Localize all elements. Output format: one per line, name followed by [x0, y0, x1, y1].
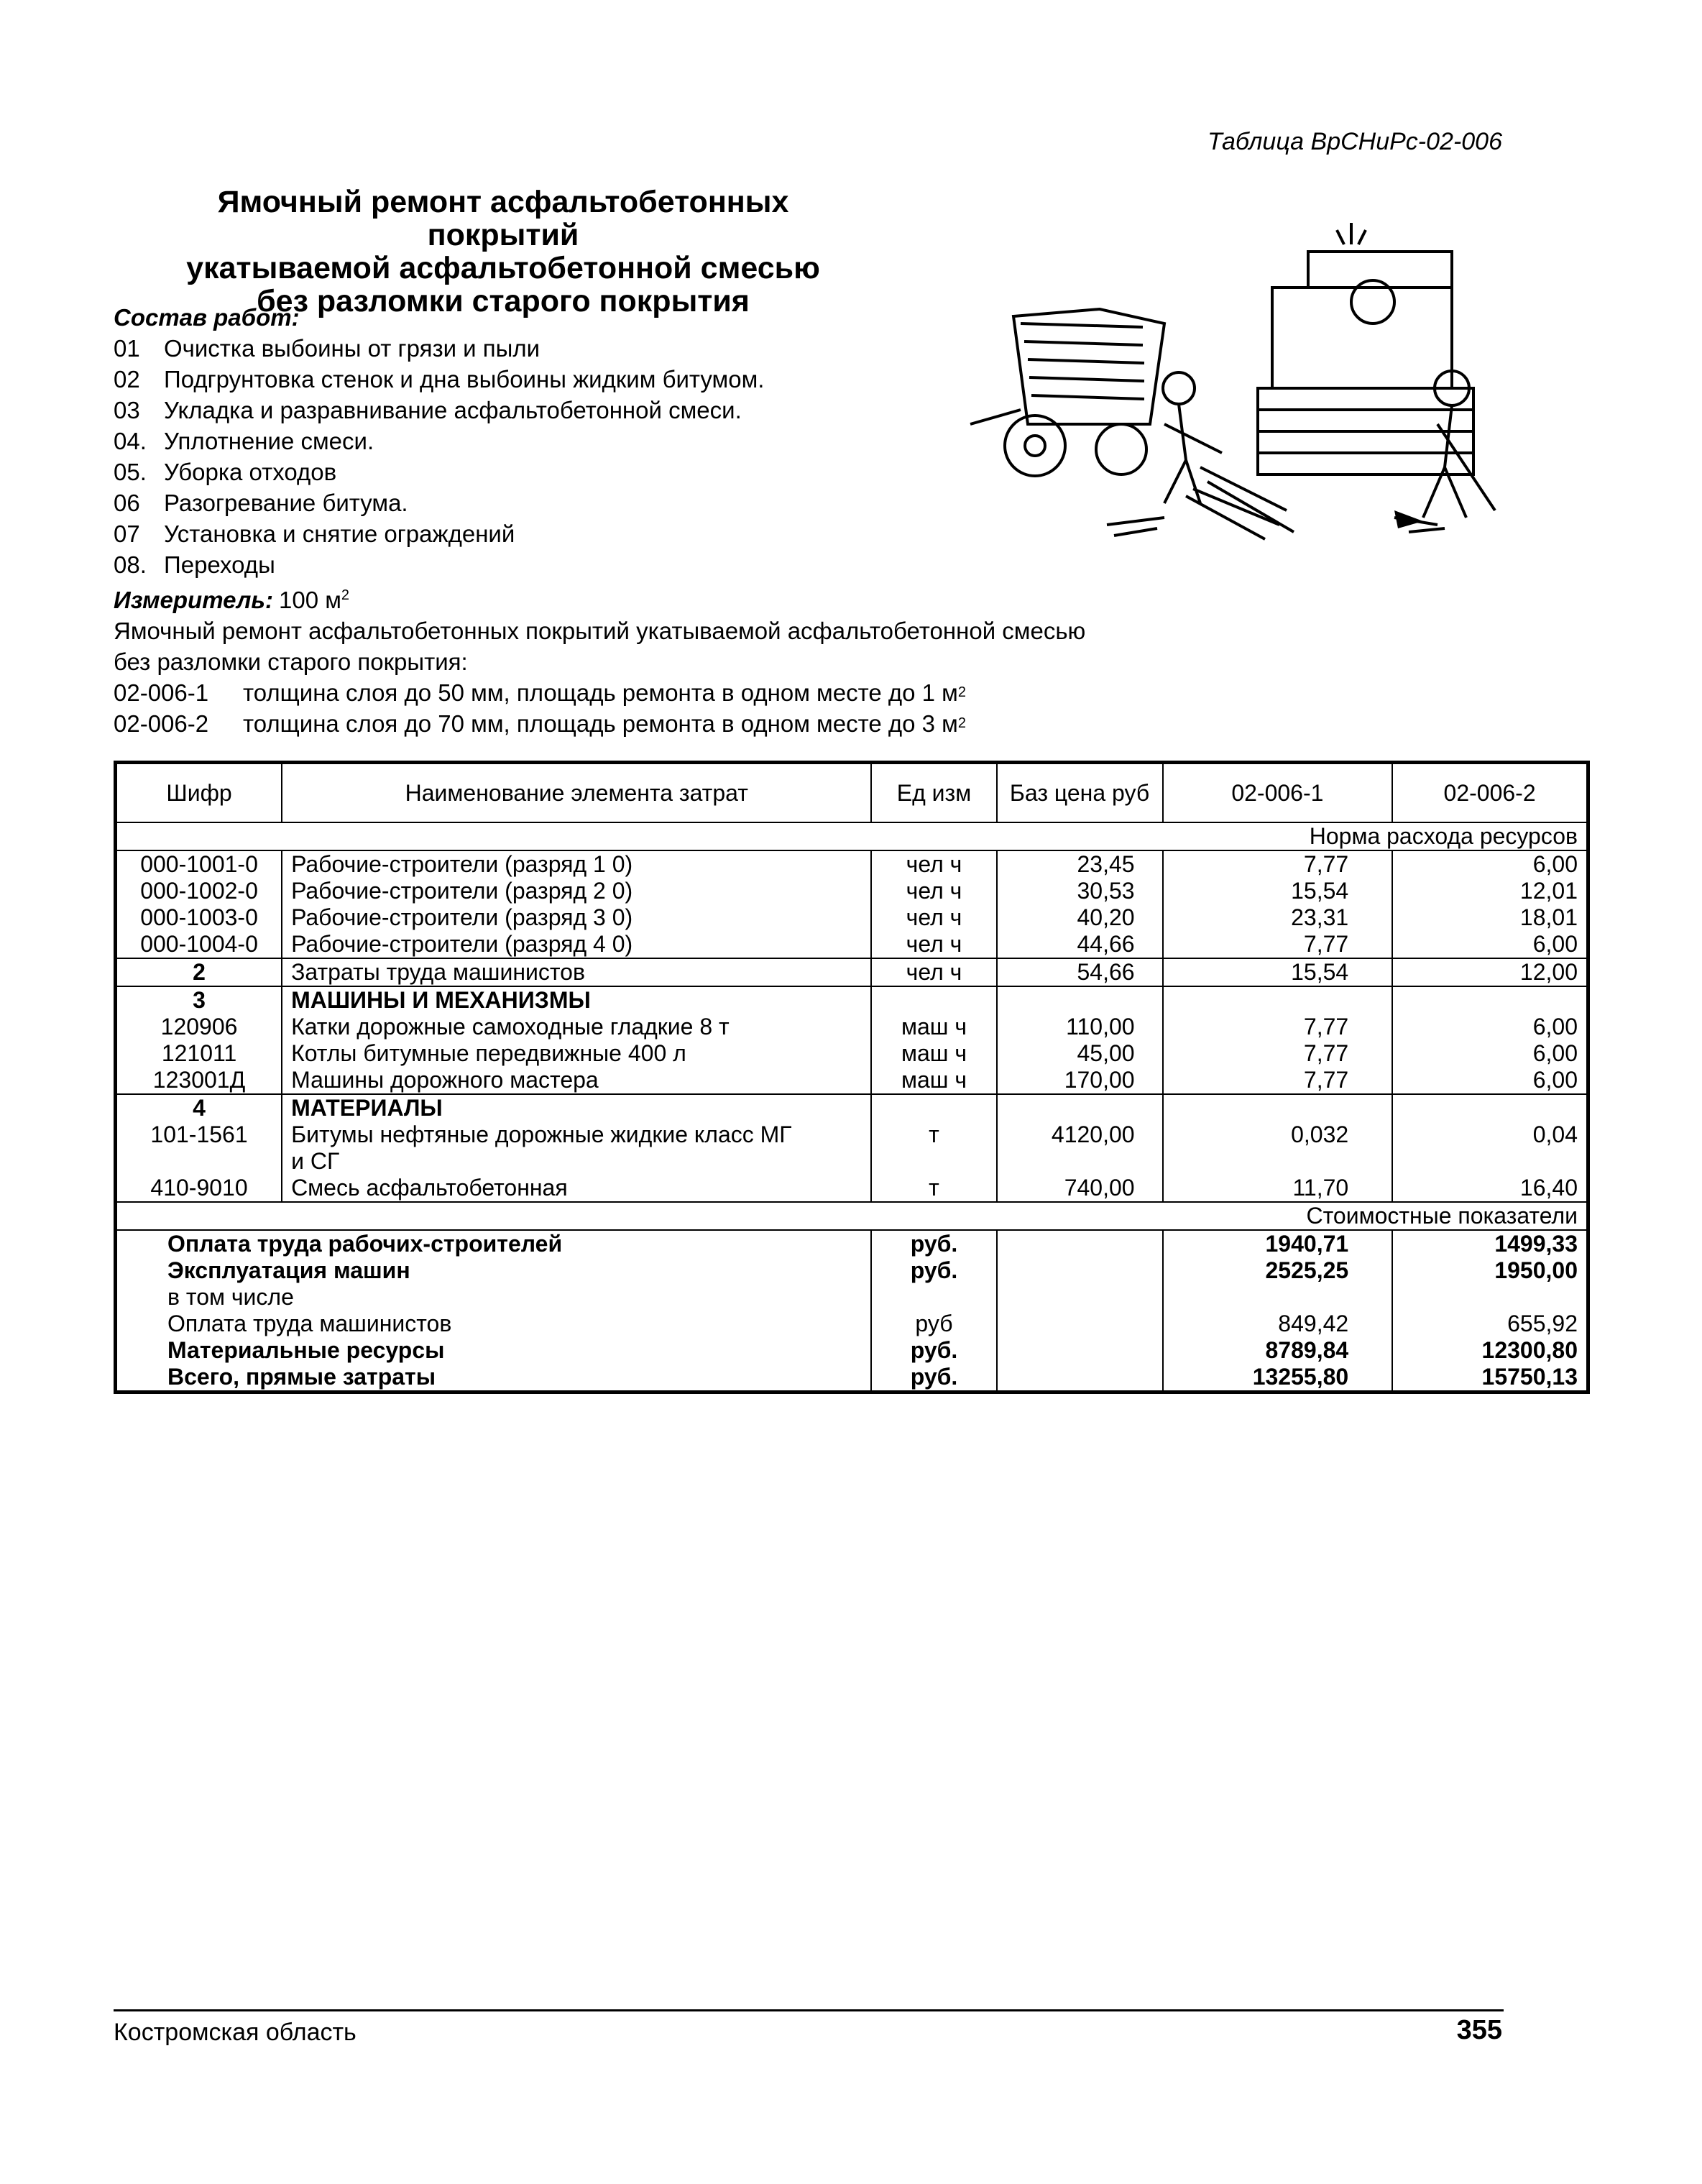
item-number: 02 — [114, 366, 140, 393]
table-row — [116, 958, 1588, 986]
name-line: Битумы нефтяные дорожные жидкие класс МГ — [291, 1121, 792, 1147]
cell-variant-1: 7,77 — [1163, 931, 1393, 958]
list-item — [114, 518, 1120, 549]
cell-unit: чел ч — [871, 904, 996, 931]
summary-row — [116, 1284, 1588, 1311]
footer-divider — [114, 2009, 1504, 2011]
summary-variant-1: 13255,80 — [1163, 1364, 1393, 1392]
work-description — [114, 302, 1120, 739]
item-text: Очистка выбоины от грязи и пыли — [164, 335, 540, 362]
item-number: 01 — [114, 335, 140, 362]
summary-unit: руб — [871, 1311, 996, 1337]
summary-variant-2: 12300,80 — [1481, 1337, 1578, 1363]
cell-code: 4 — [116, 1094, 282, 1121]
list-item — [114, 549, 1120, 580]
variant-line — [114, 708, 1120, 739]
cell-unit: маш ч — [871, 1014, 996, 1040]
list-item — [114, 426, 1120, 456]
cell-variant-1: 7,77 — [1163, 1067, 1393, 1094]
item-text: Уборка отходов — [164, 459, 337, 485]
item-text: Подгрунтовка стенок и дна выбоины жидким битумом. — [164, 366, 765, 393]
list-item — [114, 395, 1120, 426]
cell-code: 000-1002-0 — [116, 878, 282, 904]
cell-variant-1: 23,31 — [1163, 904, 1393, 931]
summary-name: Оплата труда рабочих-строителей — [116, 1230, 872, 1257]
cell-variant-1: 0,032 — [1163, 1121, 1393, 1175]
variant-text: толщина слоя до 70 мм, площадь ремонта в одном месте до 3 м — [243, 710, 958, 737]
summary-variant-2: 655,92 — [1507, 1311, 1578, 1336]
table-identifier: Таблица ВрСНиРс-02-006 — [1207, 128, 1502, 155]
item-text: Переходы — [164, 551, 275, 578]
list-item — [114, 487, 1120, 518]
footer-region: Костромская область — [114, 2019, 356, 2046]
cell-price: 170,00 — [997, 1067, 1163, 1094]
item-text: Разогревание битума. — [164, 490, 408, 516]
cell-variant-2: 6,00 — [1532, 1040, 1578, 1066]
cell-name: Катки дорожные самоходные гладкие 8 т — [282, 1014, 871, 1040]
summary-row — [116, 1311, 1588, 1337]
cell-price: 44,66 — [997, 931, 1163, 958]
summary-name: Материальные ресурсы — [116, 1337, 872, 1364]
meter-sup: 2 — [341, 587, 350, 603]
cell-name: Рабочие-строители (разряд 2 0) — [282, 878, 871, 904]
summary-unit: руб. — [871, 1230, 996, 1257]
section-caption-row — [116, 822, 1588, 850]
item-text: Укладка и разравнивание асфальтобетонной смеси. — [164, 397, 742, 423]
cell-variant-2: 12,00 — [1392, 958, 1588, 986]
summary-unit: руб. — [871, 1337, 996, 1364]
cell-code: 000-1003-0 — [116, 904, 282, 931]
table-row — [116, 878, 1588, 904]
cell-unit: т — [871, 1175, 996, 1202]
cell-price: 40,20 — [997, 904, 1163, 931]
variant-sup: 2 — [957, 715, 966, 731]
cell-code: 101-1561 — [116, 1121, 282, 1175]
meter-line — [114, 580, 1120, 615]
summary-row — [116, 1337, 1588, 1364]
item-text: Уплотнение смеси. — [164, 428, 374, 454]
summary-name: Эксплуатация машин — [116, 1257, 872, 1284]
cell-variant-2: 0,04 — [1532, 1121, 1578, 1147]
cell-price: 30,53 — [997, 878, 1163, 904]
cell-variant-1: 7,77 — [1163, 1040, 1393, 1067]
summary-variant-1: 849,42 — [1163, 1311, 1393, 1337]
section-caption: Норма расхода ресурсов — [1163, 822, 1588, 850]
table-row — [116, 1094, 1588, 1121]
list-item — [114, 456, 1120, 487]
title-line: укатываемой асфальтобетонной смесью — [186, 251, 820, 285]
cell-variant-2: 6,00 — [1392, 931, 1588, 958]
cell-unit: чел ч — [871, 958, 996, 986]
cell-variant-1: 15,54 — [1163, 878, 1393, 904]
summary-variant-2: 15750,13 — [1481, 1364, 1578, 1390]
header-variant-1: 02-006-1 — [1163, 763, 1393, 823]
cell-name: Рабочие-строители (разряд 3 0) — [282, 904, 871, 931]
header-name: Наименование элемента затрат — [282, 763, 871, 823]
cell-unit: маш ч — [871, 1067, 996, 1094]
cell-variant-1: 11,70 — [1163, 1175, 1393, 1202]
variant-sup: 2 — [957, 684, 966, 700]
cell-name: Машины дорожного мастера — [282, 1067, 871, 1094]
summary-name: Оплата труда машинистов — [116, 1311, 872, 1337]
cell-price: 54,66 — [997, 958, 1163, 986]
item-number: 06 — [114, 490, 140, 516]
header-code: Шифр — [116, 763, 282, 823]
works-label: Состав работ: — [114, 304, 300, 331]
cell-code: 123001Д — [116, 1067, 282, 1094]
summary-name: в том числе — [116, 1284, 872, 1311]
table-header-row — [116, 763, 1588, 823]
summary-row — [116, 1257, 1588, 1284]
title-line: без разломки старого покрытия — [257, 284, 750, 318]
cell-price: 4120,00 — [997, 1121, 1163, 1175]
cell-price: 45,00 — [997, 1040, 1163, 1067]
summary-unit: руб. — [871, 1364, 996, 1392]
table-row — [116, 1067, 1588, 1094]
summary-unit: руб. — [871, 1257, 996, 1284]
header-price: Баз цена руб — [997, 763, 1163, 823]
meter-label: Измеритель: — [114, 587, 273, 613]
cell-name — [282, 1121, 871, 1175]
cell-unit: т — [871, 1121, 996, 1175]
cell-unit: чел ч — [871, 878, 996, 904]
list-item — [114, 364, 1120, 395]
cell-code: 000-1004-0 — [116, 931, 282, 958]
header-variant-2: 02-006-2 — [1392, 763, 1588, 823]
cell-variant-1: 7,77 — [1163, 850, 1393, 878]
summary-variant-2 — [1392, 1284, 1588, 1311]
item-text: Установка и снятие ограждений — [164, 520, 515, 547]
cell-variant-2: 18,01 — [1519, 904, 1578, 930]
cell-unit: чел ч — [871, 850, 996, 878]
cell-variant-1: 7,77 — [1163, 1014, 1393, 1040]
cell-variant-2: 12,01 — [1519, 878, 1578, 904]
cell-variant-2: 6,00 — [1392, 1067, 1588, 1094]
summary-variant-1: 8789,84 — [1163, 1337, 1393, 1364]
cell-name: Рабочие-строители (разряд 4 0) — [282, 931, 871, 958]
summary-variant-1: 2525,25 — [1163, 1257, 1393, 1284]
name-line: и СГ — [291, 1148, 340, 1174]
summary-variant-2: 1499,33 — [1494, 1231, 1578, 1257]
table-row — [116, 1014, 1588, 1040]
title-line: Ямочный ремонт асфальтобетонных покрытий — [217, 185, 789, 252]
summary-unit — [871, 1284, 996, 1311]
summary-variant-1: 1940,71 — [1163, 1230, 1393, 1257]
cell-unit: чел ч — [871, 931, 996, 958]
table-row — [116, 904, 1588, 931]
variant-code: 02-006-1 — [114, 679, 209, 706]
summary-row — [116, 1230, 1588, 1257]
cell-price: 740,00 — [997, 1175, 1163, 1202]
table-row — [116, 1175, 1588, 1202]
cell-unit: маш ч — [871, 1040, 996, 1067]
header-unit: Ед изм — [871, 763, 996, 823]
summary-variant-1 — [1163, 1284, 1393, 1311]
cell-code: 410-9010 — [116, 1175, 282, 1202]
item-number: 07 — [114, 520, 140, 547]
works-list — [114, 333, 1120, 580]
summary-row — [116, 1364, 1588, 1392]
section-caption-row — [116, 1202, 1588, 1230]
table-row — [116, 931, 1588, 958]
cell-name: Котлы битумные передвижные 400 л — [282, 1040, 871, 1067]
item-number: 04. — [114, 428, 147, 454]
item-number: 08. — [114, 551, 147, 578]
cell-name: Смесь асфальтобетонная — [282, 1175, 871, 1202]
section-caption: Стоимостные показатели — [1163, 1202, 1588, 1230]
group-title: МАШИНЫ И МЕХАНИЗМЫ — [282, 986, 871, 1014]
cell-name: Рабочие-строители (разряд 1 0) — [282, 850, 871, 878]
cell-code: 000-1001-0 — [116, 850, 282, 878]
item-number: 03 — [114, 397, 140, 423]
cell-price: 110,00 — [997, 1014, 1163, 1040]
table-row — [116, 1121, 1588, 1175]
cell-code: 120906 — [116, 1014, 282, 1040]
cell-code: 2 — [116, 958, 282, 986]
table-row — [116, 1040, 1588, 1067]
cell-code: 3 — [116, 986, 282, 1014]
description-text: Ямочный ремонт асфальтобетонных покрытий укатываемой асфальтобетонной смесью без разломки старого покрытия: — [114, 618, 1086, 675]
group-title: МАТЕРИАЛЫ — [282, 1094, 871, 1121]
table-row — [116, 850, 1588, 878]
variant-text: толщина слоя до 50 мм, площадь ремонта в одном месте до 1 м — [243, 679, 958, 706]
table-row — [116, 986, 1588, 1014]
summary-variant-2: 1950,00 — [1494, 1257, 1578, 1283]
cell-variant-2: 6,00 — [1532, 851, 1578, 877]
meter-value: 100 м — [279, 587, 341, 613]
list-item — [114, 333, 1120, 364]
cell-price: 23,45 — [997, 850, 1163, 878]
cell-name: Затраты труда машинистов — [282, 958, 871, 986]
item-number: 05. — [114, 459, 147, 485]
cell-variant-2: 16,40 — [1392, 1175, 1588, 1202]
page-title — [158, 185, 848, 318]
cell-code: 121011 — [116, 1040, 282, 1067]
summary-name: Всего, прямые затраты — [116, 1364, 872, 1392]
cell-variant-1: 15,54 — [1163, 958, 1393, 986]
resource-table — [114, 761, 1590, 1394]
cell-variant-2: 6,00 — [1532, 1014, 1578, 1040]
variant-code: 02-006-2 — [114, 710, 209, 737]
page-number: 355 — [1456, 2015, 1502, 2045]
variant-line — [114, 677, 1120, 708]
